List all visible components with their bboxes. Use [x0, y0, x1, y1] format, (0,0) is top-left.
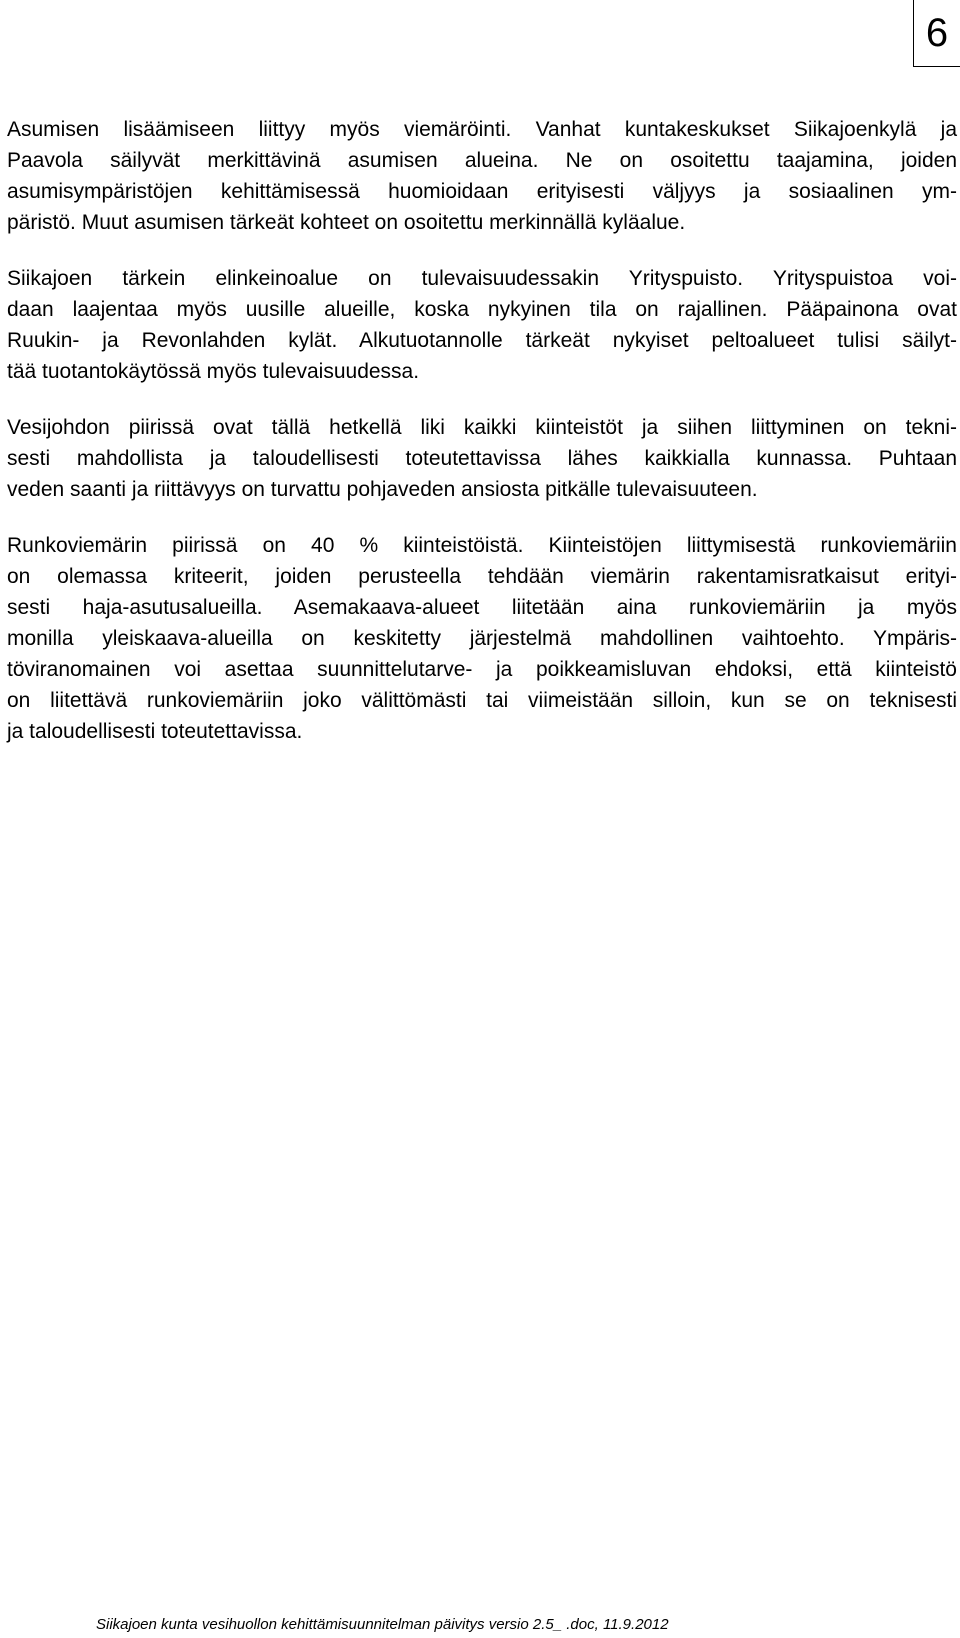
page-footer: Siikajoen kunta vesihuollon kehittämisuunnitelman päivitys versio 2.5_ .doc, 11.9.2012 [96, 1616, 669, 1633]
text-line: sesti mahdollista ja taloudellisesti toteutettavissa lähes kaikkialla kunnassa. Puhtaan [7, 447, 957, 470]
paragraph-business-area [7, 263, 957, 387]
text-line: ja taloudellisesti toteutettavissa. [7, 720, 303, 743]
paragraph-sewer [7, 530, 957, 747]
text-line: Paavola säilyvät merkittävinä asumisen alueina. Ne on osoitettu taajamina, joiden [7, 149, 957, 172]
text-line: Ruukin- ja Revonlahden kylät. Alkutuotannolle tärkeät nykyiset peltoalueet tulisi säilyt- [7, 329, 957, 352]
text-line: daan laajentaa myös uusille alueille, koska nykyinen tila on rajallinen. Pääpainona ovat [7, 298, 957, 321]
text-line: veden saanti ja riittävyys on turvattu pohjaveden ansiosta pitkälle tulevaisuuteen. [7, 478, 758, 501]
text-line: Vesijohdon piirissä ovat tällä hetkellä liki kaikki kiinteistöt ja siihen liittyminen on tekni- [7, 416, 957, 439]
paragraph-housing [7, 114, 957, 238]
text-line: monilla yleiskaava-alueilla on keskitetty järjestelmä mahdollinen vaihtoehto. Ympäris- [7, 627, 957, 650]
text-line: sesti haja-asutusalueilla. Asemakaava-alueet liitetään aina runkoviemäriin ja myös [7, 596, 957, 619]
document-body [7, 114, 957, 772]
text-line: on olemassa kriteerit, joiden perusteella tehdään viemärin rakentamisratkaisut erityi- [7, 565, 957, 588]
text-line: tää tuotantokäytössä myös tulevaisuudessa. [7, 360, 420, 383]
text-line: Runkoviemärin piirissä on 40 % kiinteistöistä. Kiinteistöjen liittymisestä runkoviemäriin [7, 534, 957, 557]
text-line: Siikajoen tärkein elinkeinoalue on tulevaisuudessakin Yrityspuisto. Yrityspuistoa voi- [7, 267, 957, 290]
page-number: 6 [913, 0, 960, 67]
text-line: Asumisen lisäämiseen liittyy myös viemäröinti. Vanhat kuntakeskukset Siikajoenkylä ja [7, 118, 957, 141]
text-line: päristö. Muut asumisen tärkeät kohteet on osoitettu merkinnällä kyläalue. [7, 211, 686, 234]
paragraph-water-supply [7, 412, 957, 505]
text-line: töviranomainen voi asettaa suunnittelutarve- ja poikkeamisluvan ehdoksi, että kiinteistö [7, 658, 957, 681]
text-line: asumisympäristöjen kehittämisessä huomioidaan erityisesti väljyys ja sosiaalinen ym- [7, 180, 957, 203]
text-line: on liitettävä runkoviemäriin joko välittömästi tai viimeistään silloin, kun se on teknisesti [7, 689, 957, 712]
